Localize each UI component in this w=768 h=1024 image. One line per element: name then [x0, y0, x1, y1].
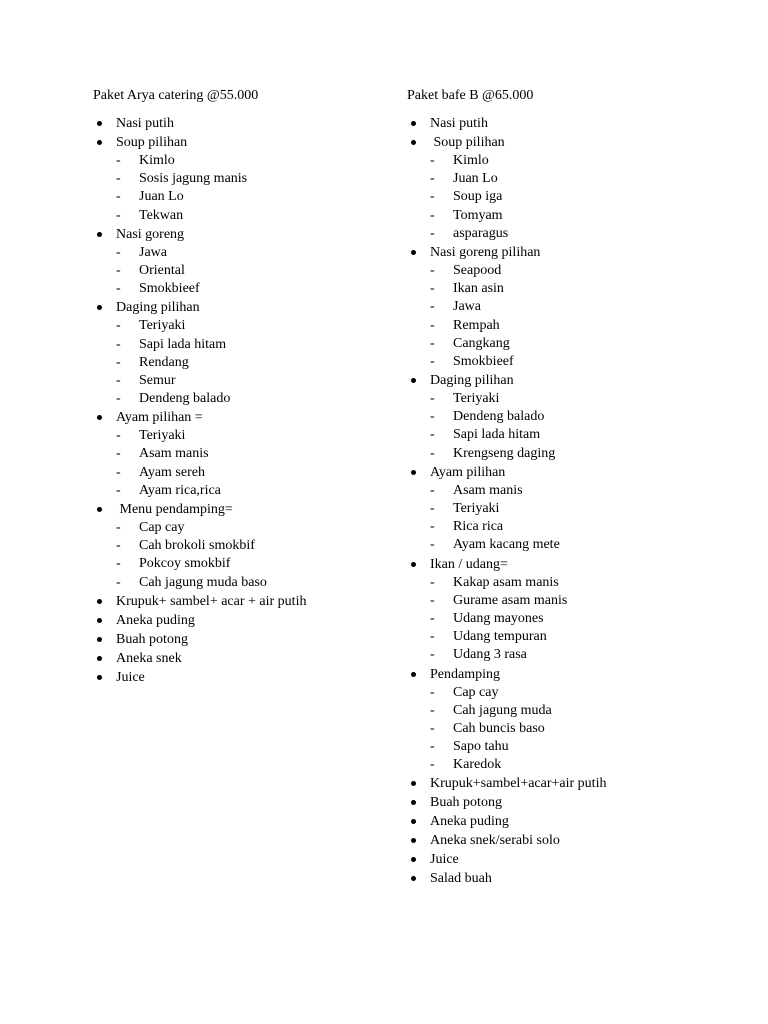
menu-item [407, 793, 747, 812]
sub-option [430, 646, 747, 664]
menu-item-row [430, 133, 747, 152]
sub-option-list [430, 482, 747, 555]
menu-item-row [116, 592, 433, 611]
menu-item-label: Daging pilihan [430, 373, 514, 389]
sub-option-label: Cah jagung muda [453, 702, 552, 718]
bullet-icon [97, 140, 102, 145]
sub-option [116, 280, 433, 298]
menu-item-label: Nasi goreng [116, 226, 185, 242]
sub-option-list [116, 317, 433, 408]
menu-item-label: Nasi putih [430, 116, 488, 131]
menu-item-row [430, 463, 747, 482]
sub-option [430, 390, 747, 408]
menu-item [93, 114, 433, 133]
menu-item [93, 592, 433, 611]
menu-item [93, 649, 433, 668]
sub-option [116, 152, 433, 170]
sub-option-list [116, 244, 433, 299]
dash-marker: - [430, 684, 435, 700]
dash-marker: - [430, 445, 435, 461]
sub-option [430, 702, 747, 720]
package-title: Paket bafe B @65.000 [407, 88, 534, 103]
dash-marker: - [430, 739, 435, 755]
sub-option [430, 610, 747, 628]
sub-option-label: Udang tempuran [453, 629, 547, 645]
sub-option-list [116, 427, 433, 500]
sub-option [116, 170, 433, 188]
sub-option [116, 188, 433, 206]
menu-item-label: Aneka puding [430, 814, 509, 830]
dash-marker: - [116, 446, 121, 462]
menu-item [93, 668, 433, 687]
menu-item [407, 869, 747, 888]
sub-option [430, 738, 747, 756]
menu-list [407, 114, 747, 888]
dash-marker: - [116, 281, 121, 297]
dash-marker: - [430, 299, 435, 315]
bullet-icon [97, 675, 102, 680]
menu-item [407, 812, 747, 831]
menu-item [407, 463, 747, 555]
bullet-icon [97, 656, 102, 661]
dash-marker: - [116, 336, 121, 352]
bullet-icon [97, 637, 102, 642]
dash-marker: - [430, 757, 435, 773]
dash-marker: - [430, 501, 435, 516]
menu-item-row [116, 408, 433, 427]
menu-item-label: Aneka snek/serabi solo [430, 833, 560, 849]
sub-option-label: Tomyam [453, 207, 503, 223]
menu-item [93, 630, 433, 649]
dash-marker: - [430, 427, 435, 443]
menu-item-row [430, 114, 747, 133]
menu-item [93, 611, 433, 630]
sub-option-label: Kimlo [453, 153, 489, 168]
menu-item [407, 133, 747, 243]
menu-item-label: Buah potong [430, 795, 502, 811]
package-title: Paket Arya catering @55.000 [93, 88, 259, 103]
sub-option [430, 426, 747, 444]
menu-item-row [430, 812, 747, 831]
menu-item-row [430, 850, 747, 869]
dash-marker: - [430, 391, 435, 407]
menu-item [93, 408, 433, 500]
sub-option-label: Sapi lada hitam [139, 336, 227, 352]
menu-item-label: Juice [430, 852, 459, 868]
sub-option [430, 592, 747, 610]
sub-option-label: Asam manis [139, 446, 209, 462]
dash-marker: - [430, 702, 435, 718]
dash-marker: - [116, 244, 121, 260]
menu-item-label: Aneka snek [116, 650, 182, 666]
sub-option [116, 354, 433, 372]
bullet-icon [411, 378, 416, 383]
menu-item-label: Buah potong [116, 631, 188, 647]
sub-option-label: Cah buncis baso [453, 720, 545, 736]
menu-item-row [430, 243, 747, 262]
menu-item-label: Pendamping [430, 666, 500, 682]
sub-option-label: Juan Lo [453, 171, 498, 187]
sub-option-label: Oriental [139, 262, 185, 278]
sub-option-label: Dendeng balado [139, 391, 231, 407]
sub-option-label: Karedok [453, 757, 502, 773]
dash-marker: - [430, 592, 435, 608]
bullet-icon [411, 672, 416, 677]
bullet-icon [97, 599, 102, 604]
sub-option-label: Soup iga [453, 189, 503, 205]
menu-item-row [430, 869, 747, 888]
menu-item-label: Ayam pilihan [430, 464, 506, 480]
bullet-icon [97, 507, 102, 512]
sub-option-label: Cangkang [453, 335, 510, 351]
sub-option [430, 574, 747, 592]
sub-option-label: Kakap asam manis [453, 574, 559, 590]
sub-option [430, 684, 747, 702]
sub-option [430, 720, 747, 738]
sub-option [430, 298, 747, 316]
menu-item-row [116, 611, 433, 630]
sub-option [430, 445, 747, 463]
menu-list [93, 114, 433, 687]
dash-marker: - [430, 207, 435, 223]
dash-marker: - [116, 574, 121, 590]
sub-option-label: Gurame asam manis [453, 592, 568, 608]
menu-item [93, 225, 433, 299]
sub-option-label: Dendeng balado [453, 409, 545, 425]
menu-item [407, 114, 747, 133]
sub-option-label: Sapi lada hitam [453, 427, 541, 443]
sub-option-label: Rendang [139, 354, 189, 370]
sub-option-label: Kimlo [139, 153, 175, 168]
sub-option [116, 372, 433, 390]
dash-marker: - [116, 556, 121, 572]
menu-item-row [430, 371, 747, 390]
menu-item-label: Nasi putih [116, 116, 174, 131]
menu-item [407, 774, 747, 793]
menu-item [407, 243, 747, 371]
sub-option-label: Cah jagung muda baso [139, 574, 267, 590]
sub-option [430, 280, 747, 298]
dash-marker: - [116, 189, 121, 205]
sub-option-label: Rempah [453, 317, 500, 333]
sub-option-label: Tekwan [139, 207, 184, 223]
sub-option-label: Krengseng daging [453, 445, 556, 461]
dash-marker: - [116, 171, 121, 187]
dash-marker: - [116, 153, 121, 168]
sub-option-list [116, 519, 433, 592]
menu-item [407, 371, 747, 463]
menu-item [407, 850, 747, 869]
sub-option [430, 500, 747, 518]
sub-option [116, 574, 433, 592]
dash-marker: - [116, 464, 121, 480]
sub-option-label: Cap cay [139, 520, 185, 535]
sub-option-label: Teriyaki [453, 391, 500, 407]
sub-option [430, 207, 747, 225]
sub-option [116, 317, 433, 335]
menu-item-label: Soup pilihan [430, 135, 505, 150]
menu-item-label: Salad buah [430, 871, 492, 887]
sub-option [430, 152, 747, 170]
sub-option [430, 353, 747, 371]
menu-item-row [116, 298, 433, 317]
package-column-arya [93, 86, 433, 687]
sub-option-label: Ayam rica,rica [139, 482, 221, 498]
sub-option-list [116, 152, 433, 225]
dash-marker: - [116, 207, 121, 223]
sub-option [430, 335, 747, 353]
dash-marker: - [116, 391, 121, 407]
sub-option [430, 262, 747, 280]
menu-item-label: Menu pendamping= [116, 502, 233, 517]
dash-marker: - [430, 574, 435, 590]
sub-option [430, 188, 747, 206]
sub-option [116, 464, 433, 482]
bullet-icon [97, 121, 102, 126]
dash-marker: - [116, 428, 121, 444]
sub-option-list [430, 152, 747, 243]
sub-option-label: Teriyaki [139, 318, 186, 334]
sub-option-label: Pokcoy smokbif [139, 556, 231, 572]
sub-option [430, 756, 747, 774]
bullet-icon [97, 305, 102, 310]
dash-marker: - [430, 647, 435, 663]
sub-option [116, 537, 433, 555]
menu-item-row [430, 665, 747, 684]
menu-item-label: Krupuk+ sambel+ acar + air putih [116, 593, 307, 609]
sub-option [430, 536, 747, 554]
bullet-icon [411, 250, 416, 255]
sub-option [116, 207, 433, 225]
menu-item-row [116, 630, 433, 649]
dash-marker: - [430, 153, 435, 168]
menu-item-label: Juice [116, 669, 145, 685]
bullet-icon [97, 415, 102, 420]
sub-option-label: asparagus [453, 225, 509, 241]
sub-option [116, 244, 433, 262]
menu-item-row [430, 555, 747, 574]
menu-item-row [430, 774, 747, 793]
menu-item-row [430, 831, 747, 850]
sub-option [116, 482, 433, 500]
bullet-icon [411, 800, 416, 805]
dash-marker: - [430, 409, 435, 425]
bullet-icon [411, 857, 416, 862]
menu-item-label: Nasi goreng pilihan [430, 244, 541, 260]
sub-option-label: Sosis jagung manis [139, 171, 248, 187]
dash-marker: - [430, 189, 435, 205]
sub-option-label: Cah brokoli smokbif [139, 538, 255, 554]
menu-item-row [116, 114, 433, 133]
sub-option [430, 482, 747, 500]
menu-item [407, 555, 747, 665]
sub-option-label: Udang 3 rasa [453, 647, 527, 663]
package-column-bafe-b [407, 86, 747, 888]
sub-option [430, 170, 747, 188]
menu-item [93, 500, 433, 592]
sub-option-label: Jawa [453, 299, 481, 315]
sub-option [116, 555, 433, 573]
menu-item-label: Ayam pilihan = [116, 410, 203, 426]
menu-item [93, 298, 433, 408]
bullet-icon [411, 562, 416, 567]
sub-option-label: Teriyaki [139, 428, 186, 444]
menu-item [93, 133, 433, 225]
menu-item [407, 665, 747, 775]
dash-marker: - [430, 482, 435, 498]
dash-marker: - [430, 225, 435, 241]
sub-option [430, 518, 747, 536]
sub-option-list [430, 262, 747, 371]
bullet-icon [411, 121, 416, 126]
sub-option-label: Udang mayones [453, 610, 544, 626]
dash-marker: - [116, 520, 121, 535]
sub-option-label: Seapood [453, 262, 502, 278]
sub-option-label: Ayam sereh [139, 464, 205, 480]
menu-item-label: Soup pilihan [116, 135, 188, 150]
dash-marker: - [116, 354, 121, 370]
menu-item-label: Daging pilihan [116, 300, 200, 316]
sub-option-list [430, 390, 747, 463]
dash-marker: - [430, 281, 435, 297]
menu-item-label: Krupuk+sambel+acar+air putih [430, 776, 607, 792]
bullet-icon [411, 838, 416, 843]
sub-option-list [430, 574, 747, 665]
sub-option [116, 427, 433, 445]
sub-option-label: Ikan asin [453, 281, 504, 297]
sub-option [430, 408, 747, 426]
dash-marker: - [116, 538, 121, 554]
sub-option-label: Semur [139, 372, 176, 388]
sub-option-label: Juan Lo [139, 189, 184, 205]
sub-option [116, 519, 433, 537]
sub-option-label: Cap cay [453, 684, 499, 700]
sub-option-label: Jawa [139, 244, 167, 260]
dash-marker: - [116, 482, 121, 498]
sub-option [116, 445, 433, 463]
menu-item-row [430, 793, 747, 812]
dash-marker: - [116, 262, 121, 278]
menu-item-row [116, 668, 433, 687]
sub-option-label: Teriyaki [453, 501, 500, 516]
sub-option [116, 336, 433, 354]
sub-option-label: Smokbieef [453, 353, 514, 369]
dash-marker: - [116, 318, 121, 334]
dash-marker: - [430, 720, 435, 736]
menu-item-row [116, 649, 433, 668]
menu-item-label: Aneka puding [116, 612, 195, 628]
sub-option [116, 390, 433, 408]
sub-option [430, 317, 747, 335]
sub-option [430, 225, 747, 243]
bullet-icon [411, 781, 416, 786]
sub-option-list [430, 684, 747, 775]
menu-item-row [116, 225, 433, 244]
bullet-icon [411, 470, 416, 475]
bullet-icon [411, 819, 416, 824]
menu-item-label: Ikan / udang= [430, 556, 508, 572]
dash-marker: - [430, 610, 435, 626]
dash-marker: - [430, 262, 435, 278]
dash-marker: - [430, 537, 435, 553]
menu-item [407, 831, 747, 850]
sub-option [430, 628, 747, 646]
dash-marker: - [430, 317, 435, 333]
bullet-icon [97, 232, 102, 237]
dash-marker: - [116, 372, 121, 388]
dash-marker: - [430, 519, 435, 535]
sub-option-label: Ayam kacang mete [453, 537, 560, 553]
dash-marker: - [430, 629, 435, 645]
sub-option-label: Rica rica [453, 519, 504, 535]
bullet-icon [97, 618, 102, 623]
menu-item-row [116, 133, 433, 152]
bullet-icon [411, 876, 416, 881]
sub-option-label: Sapo tahu [453, 739, 509, 755]
sub-option [116, 262, 433, 280]
bullet-icon [411, 140, 416, 145]
menu-item-row [116, 500, 433, 519]
sub-option-label: Smokbieef [139, 281, 200, 297]
dash-marker: - [430, 171, 435, 187]
sub-option-label: Asam manis [453, 482, 523, 498]
dash-marker: - [430, 335, 435, 351]
dash-marker: - [430, 353, 435, 369]
